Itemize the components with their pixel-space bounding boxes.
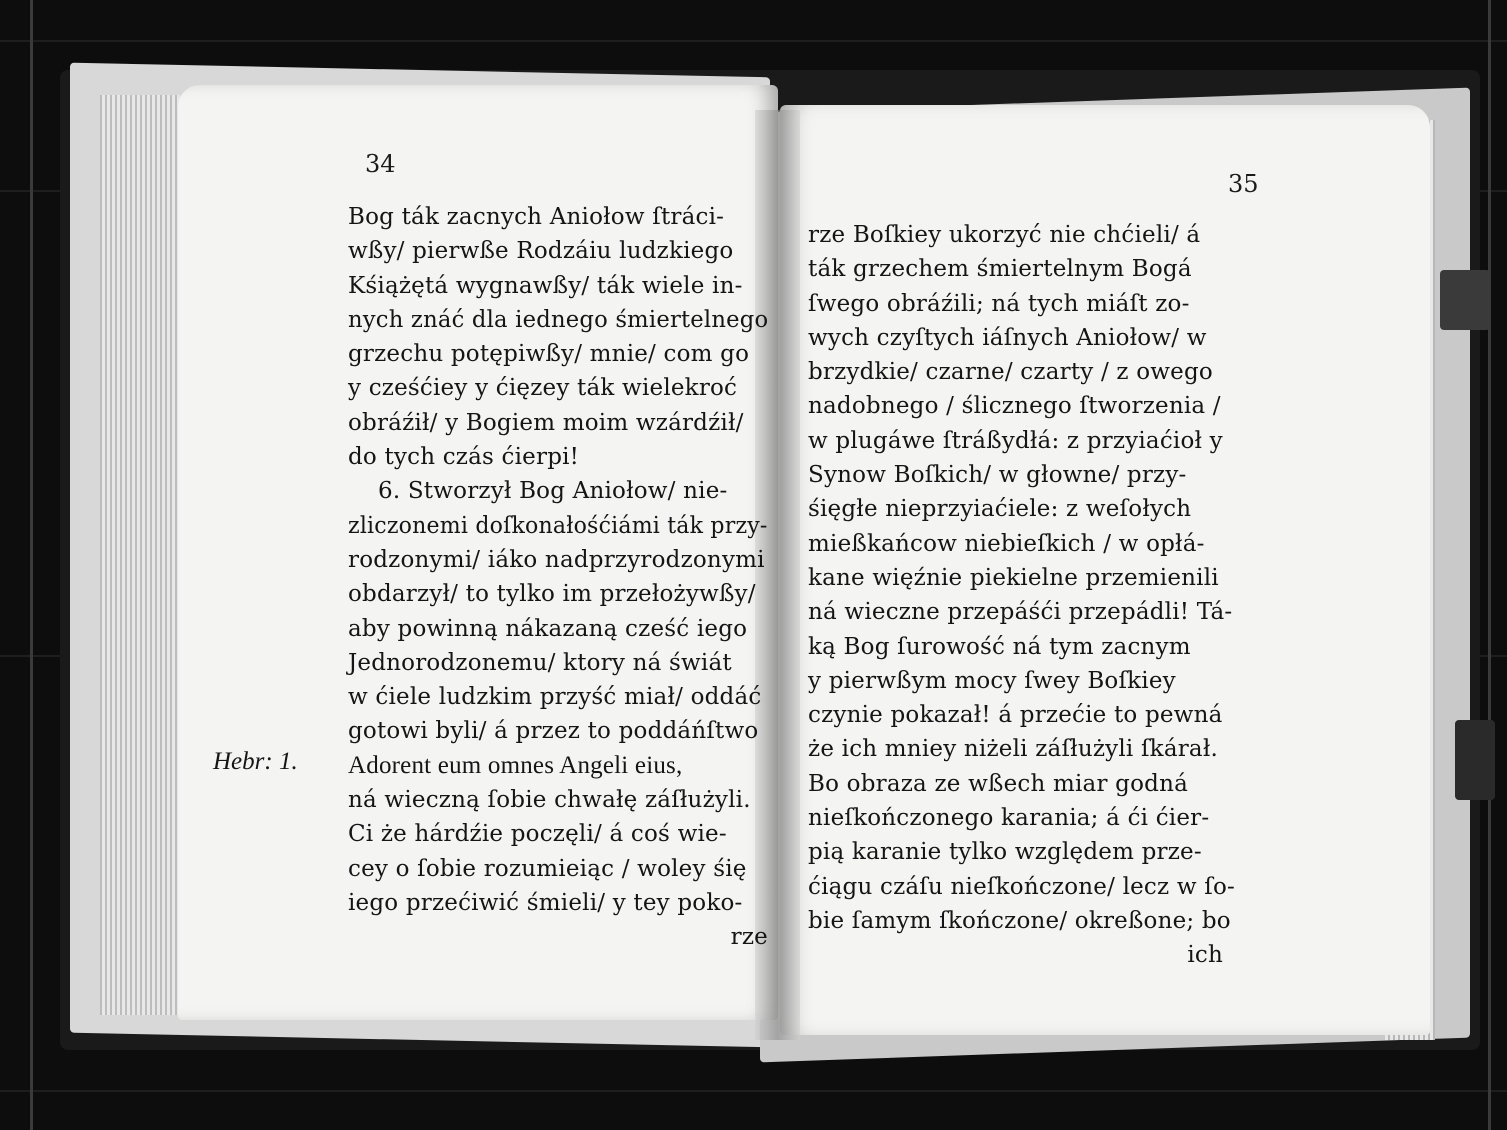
catchword: ich — [1187, 942, 1223, 969]
text-line: cey o ſobie rozumieiąc / woley śię — [348, 855, 747, 882]
text-line: czynie pokazał! á przećie to pewná — [808, 702, 1223, 729]
text-line: 6. Stworzył Bog Aniołow/ nie- — [378, 478, 728, 505]
text-line: grzechu potępiwßy/ mnie/ com go — [348, 341, 750, 368]
text-line: że ich mniey niżeli záſłużyli ſkárał. — [808, 736, 1219, 763]
text-line: wych czyſtych iáſnych Aniołow/ w — [808, 324, 1207, 351]
left-page-text — [348, 200, 768, 955]
text-line: aby powinną nákazaną cześć iego — [348, 615, 748, 642]
text-line: ná wieczne przepáśći przepádli! Tá- — [808, 599, 1233, 626]
text-line: ſwego obráźili; ná tych miáſt zo- — [808, 290, 1190, 317]
text-line: pią karanie tylko względem prze- — [808, 839, 1202, 866]
text-line: Jednorodzonemu/ ktory ná świát — [348, 649, 732, 676]
page-number-right: 35 — [1228, 170, 1259, 198]
page-number-left: 34 — [365, 150, 396, 178]
text-line: Ci że hárdźie poczęli/ á coś wie- — [348, 821, 727, 848]
text-line: wßy/ pierwße Rodzáiu ludzkiego — [348, 238, 734, 265]
catchword: rze — [730, 924, 768, 951]
text-line: obráźił/ y Bogiem moim wzárdźił/ — [348, 409, 744, 436]
text-line: ćiągu czáſu nieſkończone/ lecz w ſo- — [808, 873, 1235, 900]
text-line: nadobnego / ślicznego ſtworzenia / — [808, 393, 1221, 420]
text-line: kane więźnie piekielne przemienili — [808, 564, 1219, 591]
text-line: Kśiążętá wygnawßy/ ták wiele in- — [348, 272, 743, 299]
film-frame-line — [1488, 0, 1491, 1130]
text-line: y cześćiey y ćięzey ták wielekroć — [348, 375, 738, 402]
text-line: obdarzył/ to tylko im przełożywßy/ — [348, 581, 756, 608]
film-streak — [0, 40, 1507, 42]
text-line: iego przećiwić śmieli/ y tey poko- — [348, 889, 743, 916]
text-line: rodzonymi/ iáko nadprzyrodzonymi — [348, 546, 765, 573]
clip — [1455, 720, 1495, 800]
text-line: Bog ták zacnych Aniołow ſtráci- — [348, 204, 725, 230]
text-line: Synow Boſkich/ w głowne/ przy- — [808, 462, 1187, 489]
text-line: nych znáć dla iednego śmiertelnego — [348, 306, 769, 333]
text-line: śięgłe nieprzyiaćiele: z weſołych — [808, 496, 1192, 523]
margin-note: Hebr: 1. — [213, 748, 298, 775]
film-streak — [0, 1090, 1507, 1092]
page-edges-left — [100, 95, 180, 1015]
text-line: do tych czás ćierpi! — [348, 444, 580, 471]
clip — [1440, 270, 1490, 330]
text-line: Adorent eum omnes Angeli eius, — [348, 751, 683, 779]
text-line: gotowi byli/ á przez to poddáńſtwo — [348, 718, 759, 745]
film-frame-line — [30, 0, 33, 1130]
text-line: ná wieczną ſobie chwałę záſłużyli. — [348, 787, 751, 814]
text-line: zliczonemi doſkonałośćiámi ták przy- — [348, 512, 768, 539]
text-line: mießkańcow niebieſkich / w opłá- — [808, 530, 1205, 557]
text-line: rze Boſkiey ukorzyć nie chćieli/ á — [808, 222, 1201, 248]
right-page-text — [808, 218, 1253, 973]
text-line: w plugáwe ſtráßydłá: z przyiaćioł y — [808, 427, 1223, 454]
text-line: nieſkończonego karania; á ći ćier- — [808, 805, 1210, 832]
text-line: w ćiele ludzkim przyść miał/ oddáć — [348, 684, 762, 711]
text-line: ták grzechem śmiertelnym Bogá — [808, 256, 1192, 283]
text-line: y pierwßym mocy ſwey Boſkiey — [808, 667, 1176, 694]
text-line: ką Bog ſurowość ná tym zacnym — [808, 633, 1191, 660]
text-line: brzydkie/ czarne/ czarty / z owego — [808, 359, 1213, 386]
text-line: Bo obraza ze wßech miar godná — [808, 770, 1188, 797]
text-line: bie ſamym ſkończone/ okreßone; bo — [808, 907, 1231, 934]
